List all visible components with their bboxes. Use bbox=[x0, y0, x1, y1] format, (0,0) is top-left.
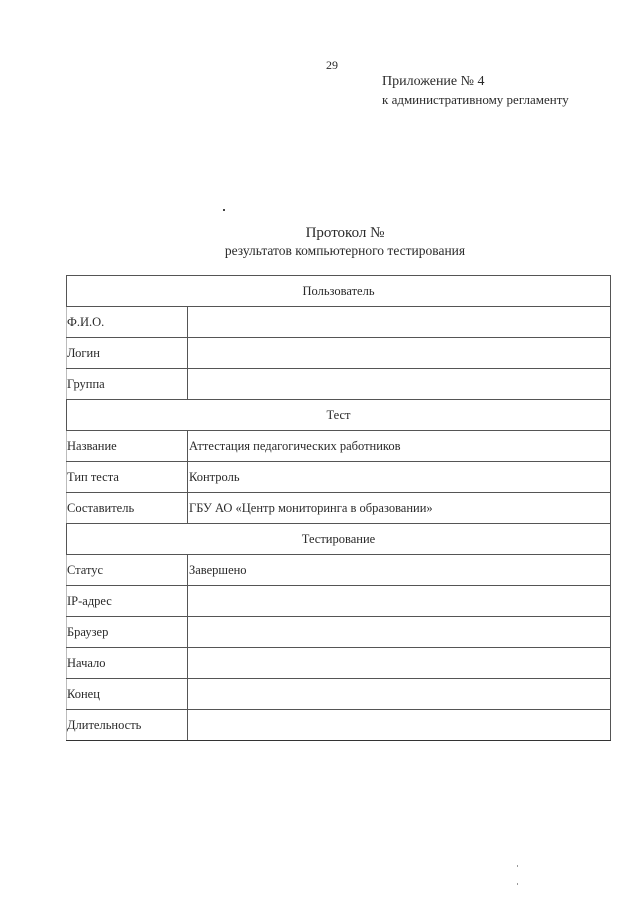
row-value-status: Завершено bbox=[188, 555, 611, 586]
table-row bbox=[67, 307, 611, 338]
table-row bbox=[67, 338, 611, 369]
row-value-browser bbox=[188, 617, 611, 648]
row-label-test-type: Тип теста bbox=[67, 462, 188, 493]
row-label-name: Название bbox=[67, 431, 188, 462]
row-value-fio bbox=[188, 307, 611, 338]
table-row bbox=[67, 586, 611, 617]
protocol-table bbox=[66, 275, 611, 741]
row-value-start bbox=[188, 648, 611, 679]
scan-speck bbox=[223, 209, 225, 211]
appendix-subtitle: к административному регламенту bbox=[382, 92, 569, 107]
protocol-title: Протокол № bbox=[305, 225, 385, 241]
section-heading-row bbox=[67, 524, 611, 555]
section-heading-testing: Тестирование bbox=[67, 524, 611, 555]
row-label-login: Логин bbox=[67, 338, 188, 369]
table-row bbox=[67, 555, 611, 586]
row-value-ip bbox=[188, 586, 611, 617]
scan-speck bbox=[517, 865, 518, 867]
row-value-name: Аттестация педагогических работников bbox=[188, 431, 611, 462]
table-row bbox=[67, 493, 611, 524]
section-heading-test: Тест bbox=[67, 400, 611, 431]
table-row bbox=[67, 679, 611, 710]
table-row bbox=[67, 462, 611, 493]
row-label-fio: Ф.И.О. bbox=[67, 307, 188, 338]
appendix-title: Приложение № 4 bbox=[382, 74, 485, 89]
page-number: 29 bbox=[326, 58, 338, 72]
table-row bbox=[67, 431, 611, 462]
row-label-browser: Браузер bbox=[67, 617, 188, 648]
section-heading-row bbox=[67, 276, 611, 307]
row-value-login bbox=[188, 338, 611, 369]
row-value-duration bbox=[188, 710, 611, 741]
scan-speck bbox=[517, 883, 518, 885]
section-heading-row bbox=[67, 400, 611, 431]
table-row bbox=[67, 710, 611, 741]
table-row bbox=[67, 648, 611, 679]
row-value-author: ГБУ АО «Центр мониторинга в образовании» bbox=[188, 493, 611, 524]
section-heading-user: Пользователь bbox=[67, 276, 611, 307]
row-value-end bbox=[188, 679, 611, 710]
row-label-author: Составитель bbox=[67, 493, 188, 524]
table-row bbox=[67, 617, 611, 648]
row-label-status: Статус bbox=[67, 555, 188, 586]
protocol-subtitle: результатов компьютерного тестирования bbox=[224, 243, 466, 258]
row-label-duration: Длительность bbox=[67, 710, 188, 741]
row-label-end: Конец bbox=[67, 679, 188, 710]
table-row bbox=[67, 369, 611, 400]
row-value-group bbox=[188, 369, 611, 400]
row-label-group: Группа bbox=[67, 369, 188, 400]
row-label-start: Начало bbox=[67, 648, 188, 679]
row-value-test-type: Контроль bbox=[188, 462, 611, 493]
row-label-ip: IP-адрес bbox=[67, 586, 188, 617]
